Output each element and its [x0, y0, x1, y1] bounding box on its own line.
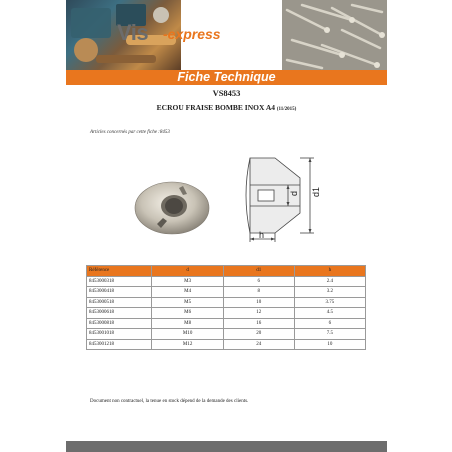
- cell-reference: 8453000618: [87, 308, 152, 319]
- table-row: [87, 339, 366, 350]
- table-row: [87, 318, 366, 329]
- cell-h: 4.5: [294, 308, 365, 319]
- cell-reference: 8453000518: [87, 297, 152, 308]
- cell-d: M4: [152, 287, 223, 298]
- header-h: h: [294, 266, 365, 277]
- cell-h: 3.2: [294, 287, 365, 298]
- product-date: (11/2015): [276, 107, 297, 112]
- cell-h: 6: [294, 318, 365, 329]
- cell-d: M3: [152, 276, 223, 287]
- nut-photo: [133, 180, 211, 236]
- dim-label-h: h: [259, 230, 265, 240]
- table-row: [87, 329, 366, 340]
- header-d1: d1: [223, 266, 294, 277]
- cell-d: M8: [152, 318, 223, 329]
- cell-d: M5: [152, 297, 223, 308]
- table-row: [87, 276, 366, 287]
- header-banner: [66, 0, 387, 70]
- cell-d1: 8: [223, 287, 294, 298]
- header-d: d: [152, 266, 223, 277]
- product-title-text: ECROU FRAISE BOMBE INOX A4: [156, 103, 276, 112]
- cell-reference: 8453001018: [87, 329, 152, 340]
- table-row: [87, 297, 366, 308]
- screws-photo: [282, 0, 387, 70]
- table-header-row: [87, 266, 366, 277]
- cell-d: M10: [152, 329, 223, 340]
- cell-d: M6: [152, 308, 223, 319]
- cell-reference: 8453000318: [87, 276, 152, 287]
- cell-h: 3.75: [294, 297, 365, 308]
- cell-reference: 8453000418: [87, 287, 152, 298]
- cell-reference: 8453000818: [87, 318, 152, 329]
- cell-h: 2.4: [294, 276, 365, 287]
- sheet-title: Fiche Technique: [177, 70, 276, 84]
- brand-name: Vis: [117, 20, 149, 45]
- cell-d1: 10: [223, 297, 294, 308]
- table-row: [87, 308, 366, 319]
- cell-d: M12: [152, 339, 223, 350]
- spec-table: [86, 265, 366, 350]
- screws-photo-art: [282, 0, 387, 70]
- footer-bar: [66, 441, 387, 452]
- cell-d1: 24: [223, 339, 294, 350]
- disclaimer-note: Document non contractuel, la tenue en stock dépend de la demande des clients.: [90, 399, 249, 404]
- brand-name-suffix: -express: [163, 26, 221, 42]
- cell-d1: 6: [223, 276, 294, 287]
- cell-h: 10: [294, 339, 365, 350]
- cell-reference: 8453001218: [87, 339, 152, 350]
- articles-note: Articles concernés par cette fiche :8453: [90, 130, 170, 135]
- table-row: [87, 287, 366, 298]
- dim-label-d1: d1: [311, 186, 321, 197]
- product-code: VS8453: [212, 88, 241, 98]
- dim-label-d: d: [289, 190, 299, 196]
- product-title: [66, 103, 387, 112]
- cell-d1: 16: [223, 318, 294, 329]
- header-reference: Référence: [87, 266, 152, 277]
- cell-d1: 20: [223, 329, 294, 340]
- cell-d1: 12: [223, 308, 294, 319]
- technical-drawing: [240, 150, 330, 245]
- cell-h: 7.5: [294, 329, 365, 340]
